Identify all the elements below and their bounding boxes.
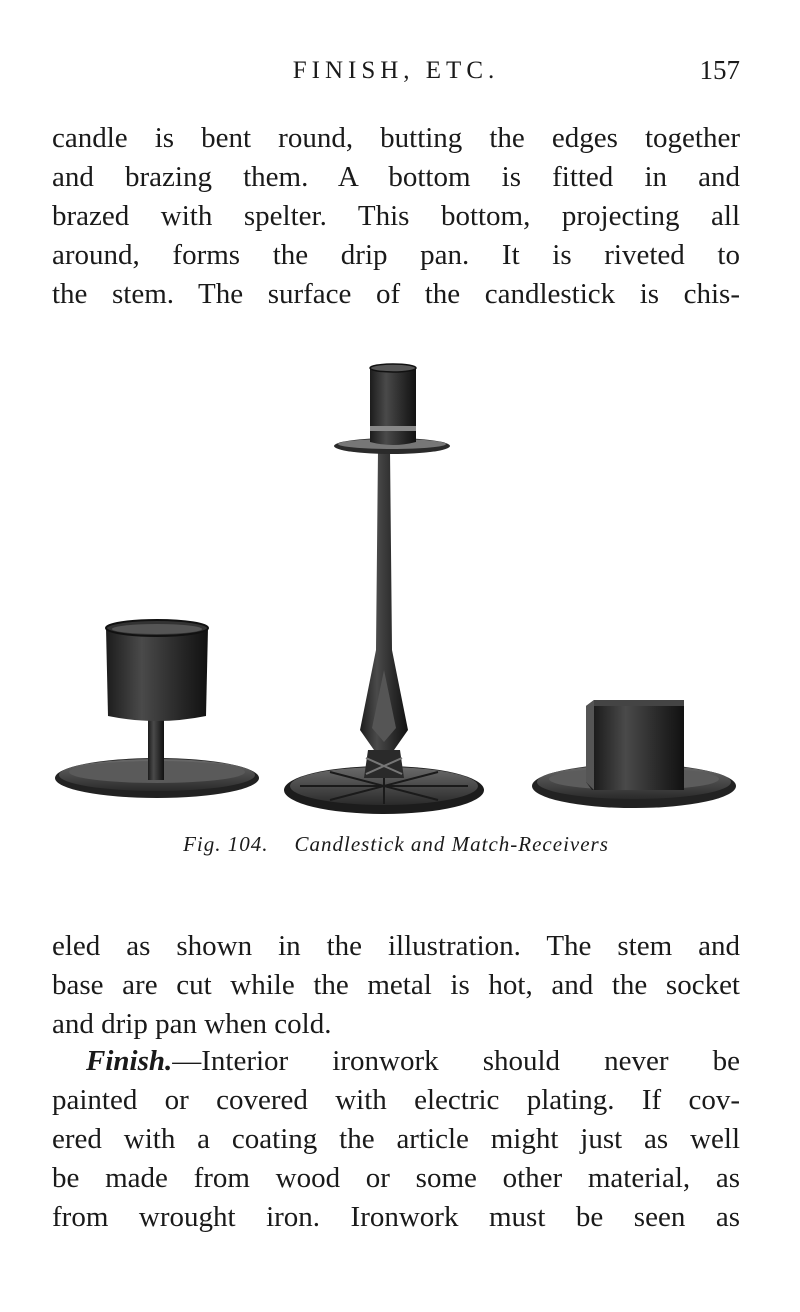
text-line-continuation: —Interior ironwork should never be xyxy=(172,1045,740,1077)
paragraph-1 xyxy=(52,119,740,314)
candlestick xyxy=(284,364,484,814)
text-line: and drip pan when cold. xyxy=(52,1008,332,1040)
section-run-in-heading: Finish. xyxy=(86,1045,173,1077)
figure-illustration xyxy=(40,350,760,820)
text-line: painted or covered with electric plating. If cov- xyxy=(52,1084,740,1116)
running-head xyxy=(52,55,740,95)
text-line: candle is bent round, butting the edges together xyxy=(52,122,740,154)
figure-title: Candlestick and Match-Receivers xyxy=(294,832,609,856)
text-line: the stem. The surface of the candlestick is chis- xyxy=(52,278,740,310)
right-match-receiver xyxy=(532,700,736,808)
text-line xyxy=(52,1042,740,1081)
text-line: brazed with spelter. This bottom, projecting all xyxy=(52,200,740,232)
page-number: 157 xyxy=(699,55,740,85)
text-line: be made from wood or some other material, as xyxy=(52,1162,740,1194)
text-line: and brazing them. A bottom is fitted in and xyxy=(52,161,740,193)
paragraph-3 xyxy=(52,1042,740,1237)
running-title: FINISH, ETC. xyxy=(292,57,500,84)
text-line: from wrought iron. Ironwork must be seen as xyxy=(52,1201,740,1233)
text-line: eled as shown in the illustration. The stem and xyxy=(52,930,740,962)
text-line: ered with a coating the article might just as well xyxy=(52,1123,740,1155)
text-line: around, forms the drip pan. It is riveted to xyxy=(52,239,740,271)
figure-caption xyxy=(52,832,740,857)
paragraph-2 xyxy=(52,927,740,1044)
left-match-receiver xyxy=(55,620,259,798)
figure-label: Fig. 104. xyxy=(183,832,269,856)
text-line: base are cut while the metal is hot, and the socket xyxy=(52,969,740,1001)
